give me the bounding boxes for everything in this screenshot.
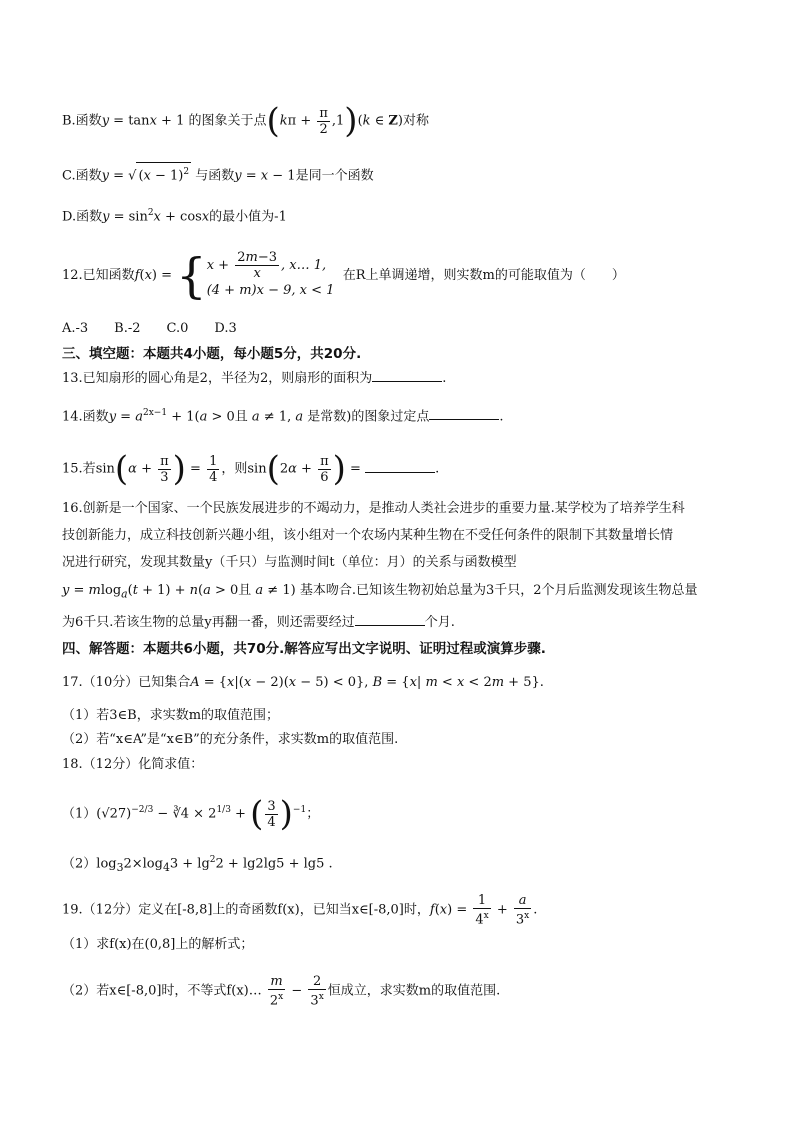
question-18: 18.（12分）化简求值： xyxy=(62,757,204,772)
option-b: B.函数y = tanx + 1 的图象关于点(kπ + $\frac{\pi}{2}$ ,1)(k ∈ Z)对称 xyxy=(62,101,430,141)
question-18-part-1: $(1)(√27)^{-2/3}$ − ∛4 × $2^{1/3}$ + ( $\frac{3}{4}$ )$^{-1}$； xyxy=(62,794,320,834)
answer-blank xyxy=(372,369,442,382)
question-16-line-3: 况进行研究，发现其数量y（千只）与监测时间t（单位：月）的关系与函数模型 xyxy=(62,555,517,570)
question-16-line-1: 16.创新是一个国家、一个民族发展进步的不竭动力，是推动人类社会进步的重要力量.某学校为了培养学生科 xyxy=(62,501,685,516)
answer-blank xyxy=(365,460,435,473)
question-17-part-2: （2）若“x∈A”是“x∈B”的充分条件，求实数m的取值范围. xyxy=(62,732,399,747)
question-19-part-2: （2）若x∈[-8,0]时，不等式f(x)… $\frac{m}{2^x}$ − $\frac{2}{3^x}$ 恒成立，求实数m的取值范围. xyxy=(62,974,501,1009)
question-12-options: A.-3 B.-2 C.0 D.3 xyxy=(62,321,237,336)
question-16-line-5: 为6千只.若该生物的总量y再翻一番，则还需要经过 个月. xyxy=(62,615,455,630)
option-d: D.函数$y = \sin^2x + \cos x$的最小值为-1 xyxy=(62,208,287,225)
answer-blank xyxy=(355,613,425,626)
option-c: C.函数y = √ $(x - 1)^2$ 与函数y = x − 1是同一个函数 xyxy=(62,162,374,185)
question-19-part-1: （1）求f(x)在(0,8]上的解析式； xyxy=(62,937,254,952)
question-15: 15.若sin(α + $\frac{\pi}{3}$ ) = $\frac{1}{4}$ ，则sin(2α + $\frac{\pi}{6}$ ) = . xyxy=(62,449,440,489)
answer-blank xyxy=(429,407,499,420)
section-4-heading: 四、解答题：本题共6小题，共70分.解答应写出文字说明、证明过程或演算步骤. xyxy=(62,641,546,657)
question-12: 12.已知函数f(x) = { x + $\frac{2m-3}{x}$ , x… 1, (4 + m)x − 9, x < 1 在R上单调递增，则实数m的可能取值为（ ） xyxy=(62,247,625,304)
question-13: 13.已知扇形的圆心角是2，半径为2，则扇形的面积为 . xyxy=(62,371,447,386)
section-3-heading: 三、填空题：本题共4小题，每小题5分，共20分. xyxy=(62,346,362,362)
option-b-prefix: B.函数 xyxy=(62,113,102,129)
question-17-part-1: （1）若3∈B，求实数m的取值范围； xyxy=(62,708,280,723)
question-16-line-2: 技创新能力，成立科技创新兴趣小组，该小组对一个农场内某种生物在不受任何条件的限制下其数量增长情 xyxy=(62,528,674,543)
question-19: 19.（12分）定义在[-8,8]上的奇函数f(x)，已知当x∈[-8,0]时，f(x) = $\frac{1}{4^x}$ + $\frac{a}{3^x}$ . xyxy=(62,893,538,928)
question-14: 14.函数$y = a^{2x-1} + 1(a > 0$且 a ≠ 1, a 是常数)的图象过定点 . xyxy=(62,408,504,425)
question-18-part-2: $(2)\log_32\times\log_43 + \lg^22 + \lg 2\lg 5 + \lg 5$ . xyxy=(62,855,333,874)
question-16-line-4: y = mlog$_a$(t + 1) + n(a > 0且 a ≠ 1) 基本吻合.已知该生物初始总量为3千只，2个月后监测发现该生物总量 xyxy=(62,583,698,601)
question-17: 17.（10分）已知集合A = {x|(x − 2)(x − 5) < 0}, B = {x| m < x < 2m + 5}. xyxy=(62,675,544,690)
